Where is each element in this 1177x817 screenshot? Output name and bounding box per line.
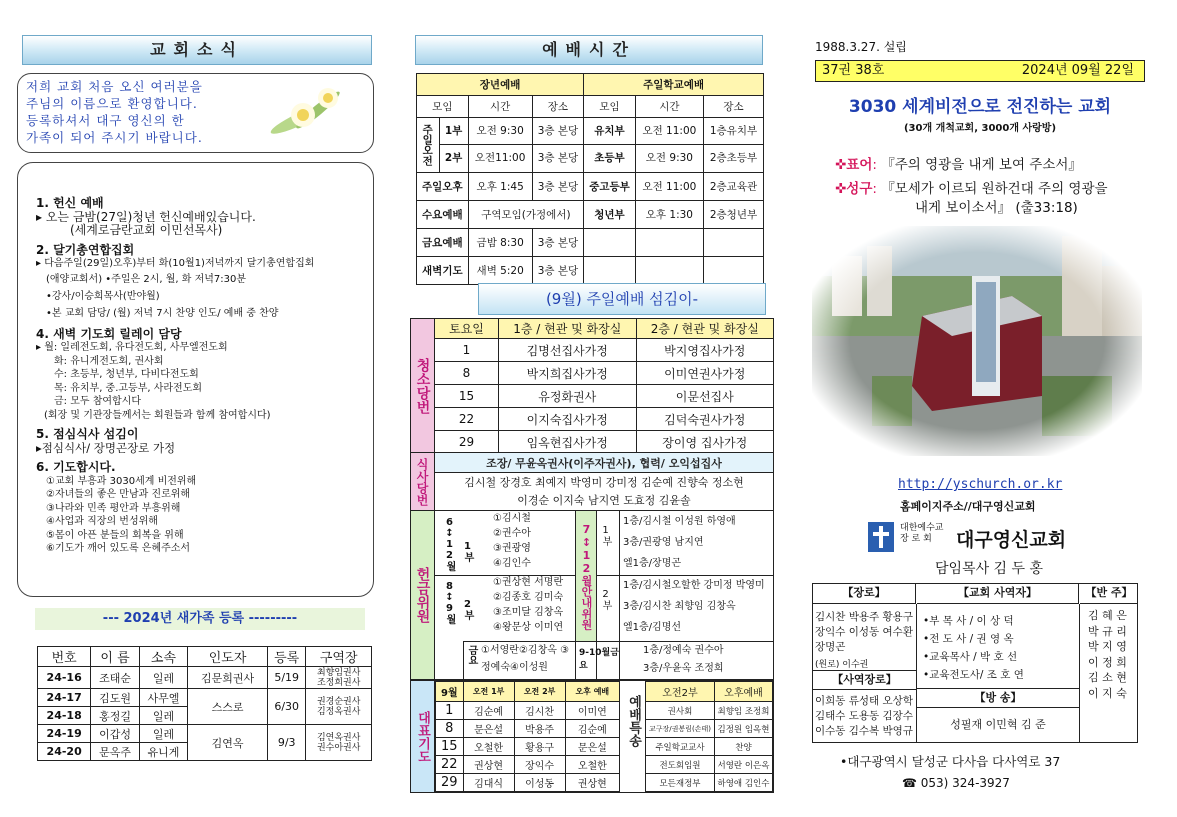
verse: ✜성구: 『모세가 이르되 원하건대 주의 영광을 내게 보이소서』 (출33:18) bbox=[835, 181, 1108, 216]
news-box bbox=[17, 162, 374, 597]
table-row: 24-19 이갑성 일레 김연옥 9/3 김연옥권사 권수아권사 bbox=[38, 725, 372, 743]
cross-logo-icon bbox=[868, 522, 894, 552]
col-head: 소속 bbox=[139, 647, 187, 667]
news-item-1: 1. 헌신 예배 ▸ 오는 금밤(27일)청년 헌신예배있습니다. (세계로금란교회 이민선목사) bbox=[36, 196, 256, 237]
table-row: 24-17 김도원 사무엘 스스로 6/30 권경순권사 김정옥권사 bbox=[38, 689, 372, 707]
flower-icon bbox=[263, 80, 363, 146]
worship-time-table: 장년예배 주일학교예배 모임 시간 장소 모임 시간 장소 주일오전 1부 2부 오전 9:30 오전11:00 3층 본당 3층 본당 유치부 초등부 오전 11:00 오전 9:30 1층유치부 2층초등부 주일오후 오후 1:45 3층 본당 중고등부 오전 11:00 2층교육관 수요예배 구역모임(가정에서) 청년부 오후 1:30 2층청년부 금요예배 금밤 8:30 3층 본당 새벽기도 새벽 5:20 3층 본당 bbox=[416, 73, 764, 285]
homepage-note: 홈페이지주소//대구영신교회 bbox=[900, 500, 1036, 513]
church-photo bbox=[812, 226, 1142, 456]
vision-title: 3030 세계비전으로 전진하는 교회 bbox=[848, 97, 1112, 117]
volume-number: 37권 38호 bbox=[822, 63, 885, 78]
news-item-5: 5. 점심식사 섬김이 ▸점심식사/ 장명곤장로 가정 bbox=[36, 427, 176, 455]
col-head: 번호 bbox=[38, 647, 91, 667]
church-logo: 대한예수교 장 로 회 대구영신교회 bbox=[868, 522, 1076, 554]
news-item-4: 4. 새벽 기도회 릴레이 담당 ▸ 월: 일레전도회, 유다전도회, 사무엘전도회 화: 유니게전도회, 권사회 수: 초등부, 청년부, 다비다전도회 목: 유치부, 중.고등부, 사라전도회 금: 모두 참여합시다 (회장 및 기관장들께서는 회원들과 함께 참여합시다) bbox=[36, 326, 271, 421]
col-head: 등록 bbox=[267, 647, 305, 667]
cleaning-table: 청소당번 토요일 1층 / 현관 및 화장실 2층 / 현관 및 화장실 1 김명선집사가정 박지영집사가정 8 박지희집사가정 이미연권사가정 15 유정화권사 이문선집사 22 이지숙집사가정 김덕숙권사가정 29 임옥현집사가정 장이영 집사가정 bbox=[410, 318, 774, 454]
homepage-link[interactable]: http://yschurch.or.kr bbox=[898, 477, 1063, 492]
col-head: 이 름 bbox=[91, 647, 139, 667]
issue-date: 2024년 09월 22일 bbox=[1021, 63, 1134, 78]
pastor: 담임목사 김 두 홍 bbox=[935, 561, 1044, 577]
offering-box: 헌금위원 6↕12월 1부 ①김시철 ②권수아 ③권광영 ④김인수 8↕9월 2부 ①권상현 서명란 ②김종호 김미숙 ③조미달 김창옥 ④왕문상 이미연 금요 ①서영란②김창옥 ③정예숙④이성원 7↕12월안내위원 1부 1층/김시철 이성원 하영애 3층/권광영 남지연 엘1층/장명곤 2부 1층/김시철오할한 강미정 박영미 3층/김시찬 최향임 김창옥 엘1층/김명선 9-10월금요 1층/정예숙 권수아 3층/우윤옥 조정희 bbox=[410, 510, 774, 680]
newfamily-title: --- 2024년 새가족 등록 --------- bbox=[35, 608, 365, 630]
staff-box: 【장로】 【교회 사역자】 【반 주】 김시찬 박용주 황용구 장익수 이성동 여수환 장명곤 (원로) 이수권 •부 목 사 / 이 상 덕 •전 도 사 / 권 영 옥 •교육목사 / 박 호 선 •교육전도사/ 조 호 연 김 혜 은 박 규 리 박 지 영 이 정 희 김 소 현 이 지 숙 【사역장로】 이희동 류성태 오상학 김태수 도용동 김장수 이수동 김수복 박영규 【방 송】 성필재 이민혁 김 준 bbox=[812, 583, 1138, 743]
news-item-6: 6. 기도합시다. ①교회 부흥과 3030세계 비전위해 ②자녀들의 좋은 만남과 진로위해 ③나라와 민족 평안과 부흥위해 ④사업과 직장의 번성위해 ⑤몸이 아픈 분들의 회복을 위해 ⑥기도가 깨어 있도록 은혜주소서 bbox=[36, 460, 197, 554]
address: •대구광역시 달성군 다사읍 다사역로 37 bbox=[840, 754, 1061, 769]
col-head: 구역장 bbox=[306, 647, 372, 667]
worship-time-header: 예배시간 bbox=[415, 35, 763, 65]
phone: ☎ 053) 324-3927 bbox=[902, 776, 1010, 790]
table-row: 24-18 홍정길 일레 bbox=[38, 707, 372, 725]
news-item-2: 2. 달기총연합집회 ▸ 다음주일(29일)오후)부터 화(10월1)저녁까지 달기총연합집회 (애양교회서) •주일은 2시, 월, 화 저녁7:30분 •강사/이승희목사(반야월) •본 교회 담당/ (월) 저녁 7시 찬양 인도/ 예배 중 찬양 bbox=[36, 242, 315, 319]
serve-title: (9월) 주일예배 섬김이- bbox=[478, 283, 766, 315]
table-row: 24-16 조태순 일레 김문희권사 5/19 최향임권사 조정희권사 bbox=[38, 667, 372, 689]
founded-date: 1988.3.27. 설립 bbox=[815, 40, 907, 54]
table-row: 24-20 문옥주 유니게 bbox=[38, 743, 372, 761]
church-news-header: 교회소식 bbox=[22, 35, 372, 65]
welcome-text: 저희 교회 처음 오신 여러분을 주님의 이름으로 환영합니다. 등록하셔서 대구 영신의 한 가족이 되어 주시기 바랍니다. bbox=[26, 79, 203, 145]
issue-bar bbox=[815, 60, 1145, 82]
meal-table: 식사당번 조장/ 무윤옥권사(이주자권사), 협력/ 오익섭집사 김시철 장경호 최예지 박영미 강미정 김순예 진향숙 정소현 이경순 이지숙 남지연 도효정 김윤솔 bbox=[410, 452, 774, 511]
motto: ✜표어: 『주의 영광을 내게 보여 주소서』 bbox=[835, 157, 1082, 173]
newfamily-table bbox=[37, 646, 372, 761]
welcome-box bbox=[17, 73, 374, 153]
col-head: 인도자 bbox=[188, 647, 268, 667]
prayer-box: 대표기도 9월 오전 1부 오전 2부 오후 예배 1 김순예 김시찬 이미연 8 문은설 박용주 김순예 15 오철한 황용구 문은설 22 권상현 장익수 오철한 29 김대식 이성동 권상현 예배특송 오전2부 오후예배 권사회 최향임 조정희 교구장/권봉림(손태) 김정원 임옥현 주일학교교사 찬양 전도회임원 서영란 이은옥 모든재정부 하영애 김인수 bbox=[410, 680, 774, 793]
vision-subtitle: (30개 개척교회, 3000개 사랑방) bbox=[903, 123, 1057, 134]
